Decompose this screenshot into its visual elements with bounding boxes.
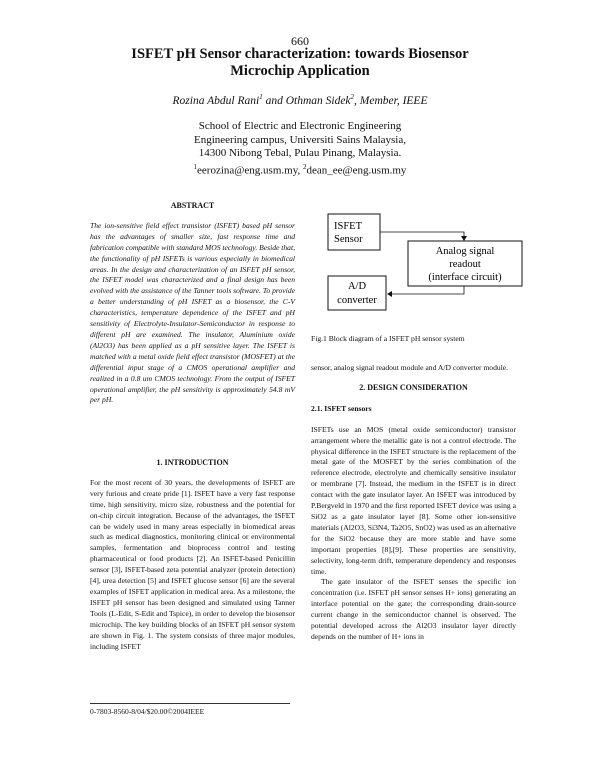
introduction-text: For the most recent of 30 years, the developments of ISFET are very furious and create pride [1]. ISFET have a very fast response time, high sensitivity, micro size, robustness and the potential for on-chip circuit integration. Because of the advantages, the ISFET can be widely used in many areas especially in biomedical areas such as medical diagnostics, monitoring clinical or environmental samples, fermentation and bioprocess control and testing pharmaceutical or food products [2]. An ISFET-based Penicillin sensor [3], ISFET-based zeta potential analyzer (protein detection) [4], urea detection [5] and ISFET glucose sensor [6] are the several examples of ISFET application in medical area. As a milestone, the ISFET pH sensor has been designed and simulated using Tanner Tools (L-Edit, S-Edit and Tspice), in order to develop the biosensor microchip. The key building blocks of an ISFET pH sensor system are shown in Fig. 1. The system consists of three major modules, including ISFET	[90, 477, 295, 651]
adc-label-2: converter	[337, 295, 377, 306]
isfet-sensors-heading: 2.1. ISFET sensors	[311, 403, 372, 413]
email-2-mark: 2	[303, 162, 307, 171]
affiliation-line-2: Engineering campus, Universiti Sains Malaysia,	[193, 133, 406, 146]
affiliation-line-3: 14300 Nibong Tebal, Pulau Pinang, Malaysia.	[198, 147, 402, 159]
author-suffix: , Member, IEEE	[354, 94, 428, 107]
right-column	[311, 363, 516, 643]
isfet-sensor-label-2: Sensor	[334, 234, 363, 245]
abstract-text: The ion-sensitive field effect transistor (ISFET) based pH sensor has the advantages of smaller size, fast response time and fabrication compatible with standard MOS technology. Beside that, the functionality of pH ISFETs is various especially in biomedical areas. In the design and characterization of an ISFET pH sensor, the ISFET model was characterized and a final design has been evolved with the assistance of the Tanner tools software. To provide a better understanding of pH ISFET as a biosensor, the C-V characteristics, temperature dependence of the ISFET and pH sensitivity of Electrolyte-Insulator-Semiconductor in response to different pH are examined. The insulator, Aluminium oxide (Al2O3) has been applied as a pH sensitive layer. The ISFET is matched with a metal oxide field effect transistor (MOSFET) at the differential input stage of a CMOS operational amplifier and realized in a 0.8 um CMOS technology. From the output of ISFET operational amplifier, the pH sensitivity is approximately 54.8 mV per pH.	[90, 220, 295, 405]
arrow-head-2	[387, 291, 392, 297]
introduction-section	[90, 458, 295, 652]
arrow-readout-to-adc	[390, 286, 464, 294]
copyright-footnote: 0-7803-8560-8/04/$20.00©2004IEEE	[90, 707, 205, 716]
design-heading: 2. DESIGN CONSIDERATION	[359, 382, 468, 392]
arrow-sensor-to-readout	[380, 232, 464, 238]
author-2-mark: 2	[350, 93, 355, 101]
isfet-paragraph-1: ISFETs use an MOS (metal oxide semiconductor) transistor arrangement where the metallic gate is not a control electrode. The physical difference in the ISFET structure is the replacement of the metal gate of the MOSFET by the series combination of the reference electrode, electrolyte and chemically sensitive insulator or membrane [7]. Instead, the medium in the ISFET is in direct contact with the gate insulator layer. An ISFET was introduced by P.Bergveld in 1970 and the first reported ISFET device was using a SiO2 as a gate insulator layer [8]. Some other ion-sensitive materials (Al2O3, Si3N4, Ta2O5, SnO2) was used as an alternative for the SiO2 because they are more stable and have some important properties [8],[9]. These properties are sensitivity, selectivity, long-term drift, temperature dependency and responses time.	[311, 424, 516, 576]
paper-title: ISFET pH Sensor characterization: towards Biosensor Microchip Application	[131, 46, 469, 79]
affiliation-line-1: School of Electric and Electronic Engineering	[198, 120, 402, 132]
email-1: eerozina@eng.usm.my,	[197, 164, 303, 177]
block-diagram	[312, 212, 527, 317]
analog-readout-label-2: readout	[449, 259, 481, 270]
email-1-mark: 1	[193, 162, 198, 171]
email-line	[0, 161, 600, 178]
continuation-text: sensor, analog signal readout module and A/D converter module.	[311, 363, 509, 372]
author-1-mark: 1	[259, 93, 263, 101]
adc-label-1: A/D	[347, 281, 367, 292]
email-2: dean_ee@eng.usm.my	[306, 164, 407, 177]
author-2: Othman Sidek	[285, 94, 351, 107]
analog-readout-label-3: (interface circuit)	[428, 272, 502, 283]
introduction-heading: 1. INTRODUCTION	[156, 458, 229, 467]
abstract-section	[90, 201, 295, 406]
abstract-heading: ABSTRACT	[170, 201, 215, 210]
footnote-rule	[90, 703, 290, 704]
analog-readout-label-1: Analog signal	[435, 246, 495, 257]
figure-caption: Fig.1 Block diagram of a ISFET pH sensor system	[311, 334, 465, 343]
isfet-sensor-label-1: ISFET	[334, 221, 363, 232]
isfet-paragraph-2: The gate insulator of the ISFET senses the specific ion concentration (i.e. ISFET pH sensor senses H+ ions) generating an interface potential on the gate; the corresponding drain-source current change in the semiconductor channel is observed. The potential developed across the Al2O3 insulator layer directly depends on the number of H+ ions in	[311, 577, 516, 641]
affiliation	[0, 120, 600, 178]
page-number: 660	[291, 34, 309, 48]
author-1: Rozina Abdul Rani	[172, 94, 260, 107]
arrow-head-1	[461, 236, 467, 241]
author-line	[0, 93, 600, 107]
author-separator: and	[262, 94, 286, 107]
